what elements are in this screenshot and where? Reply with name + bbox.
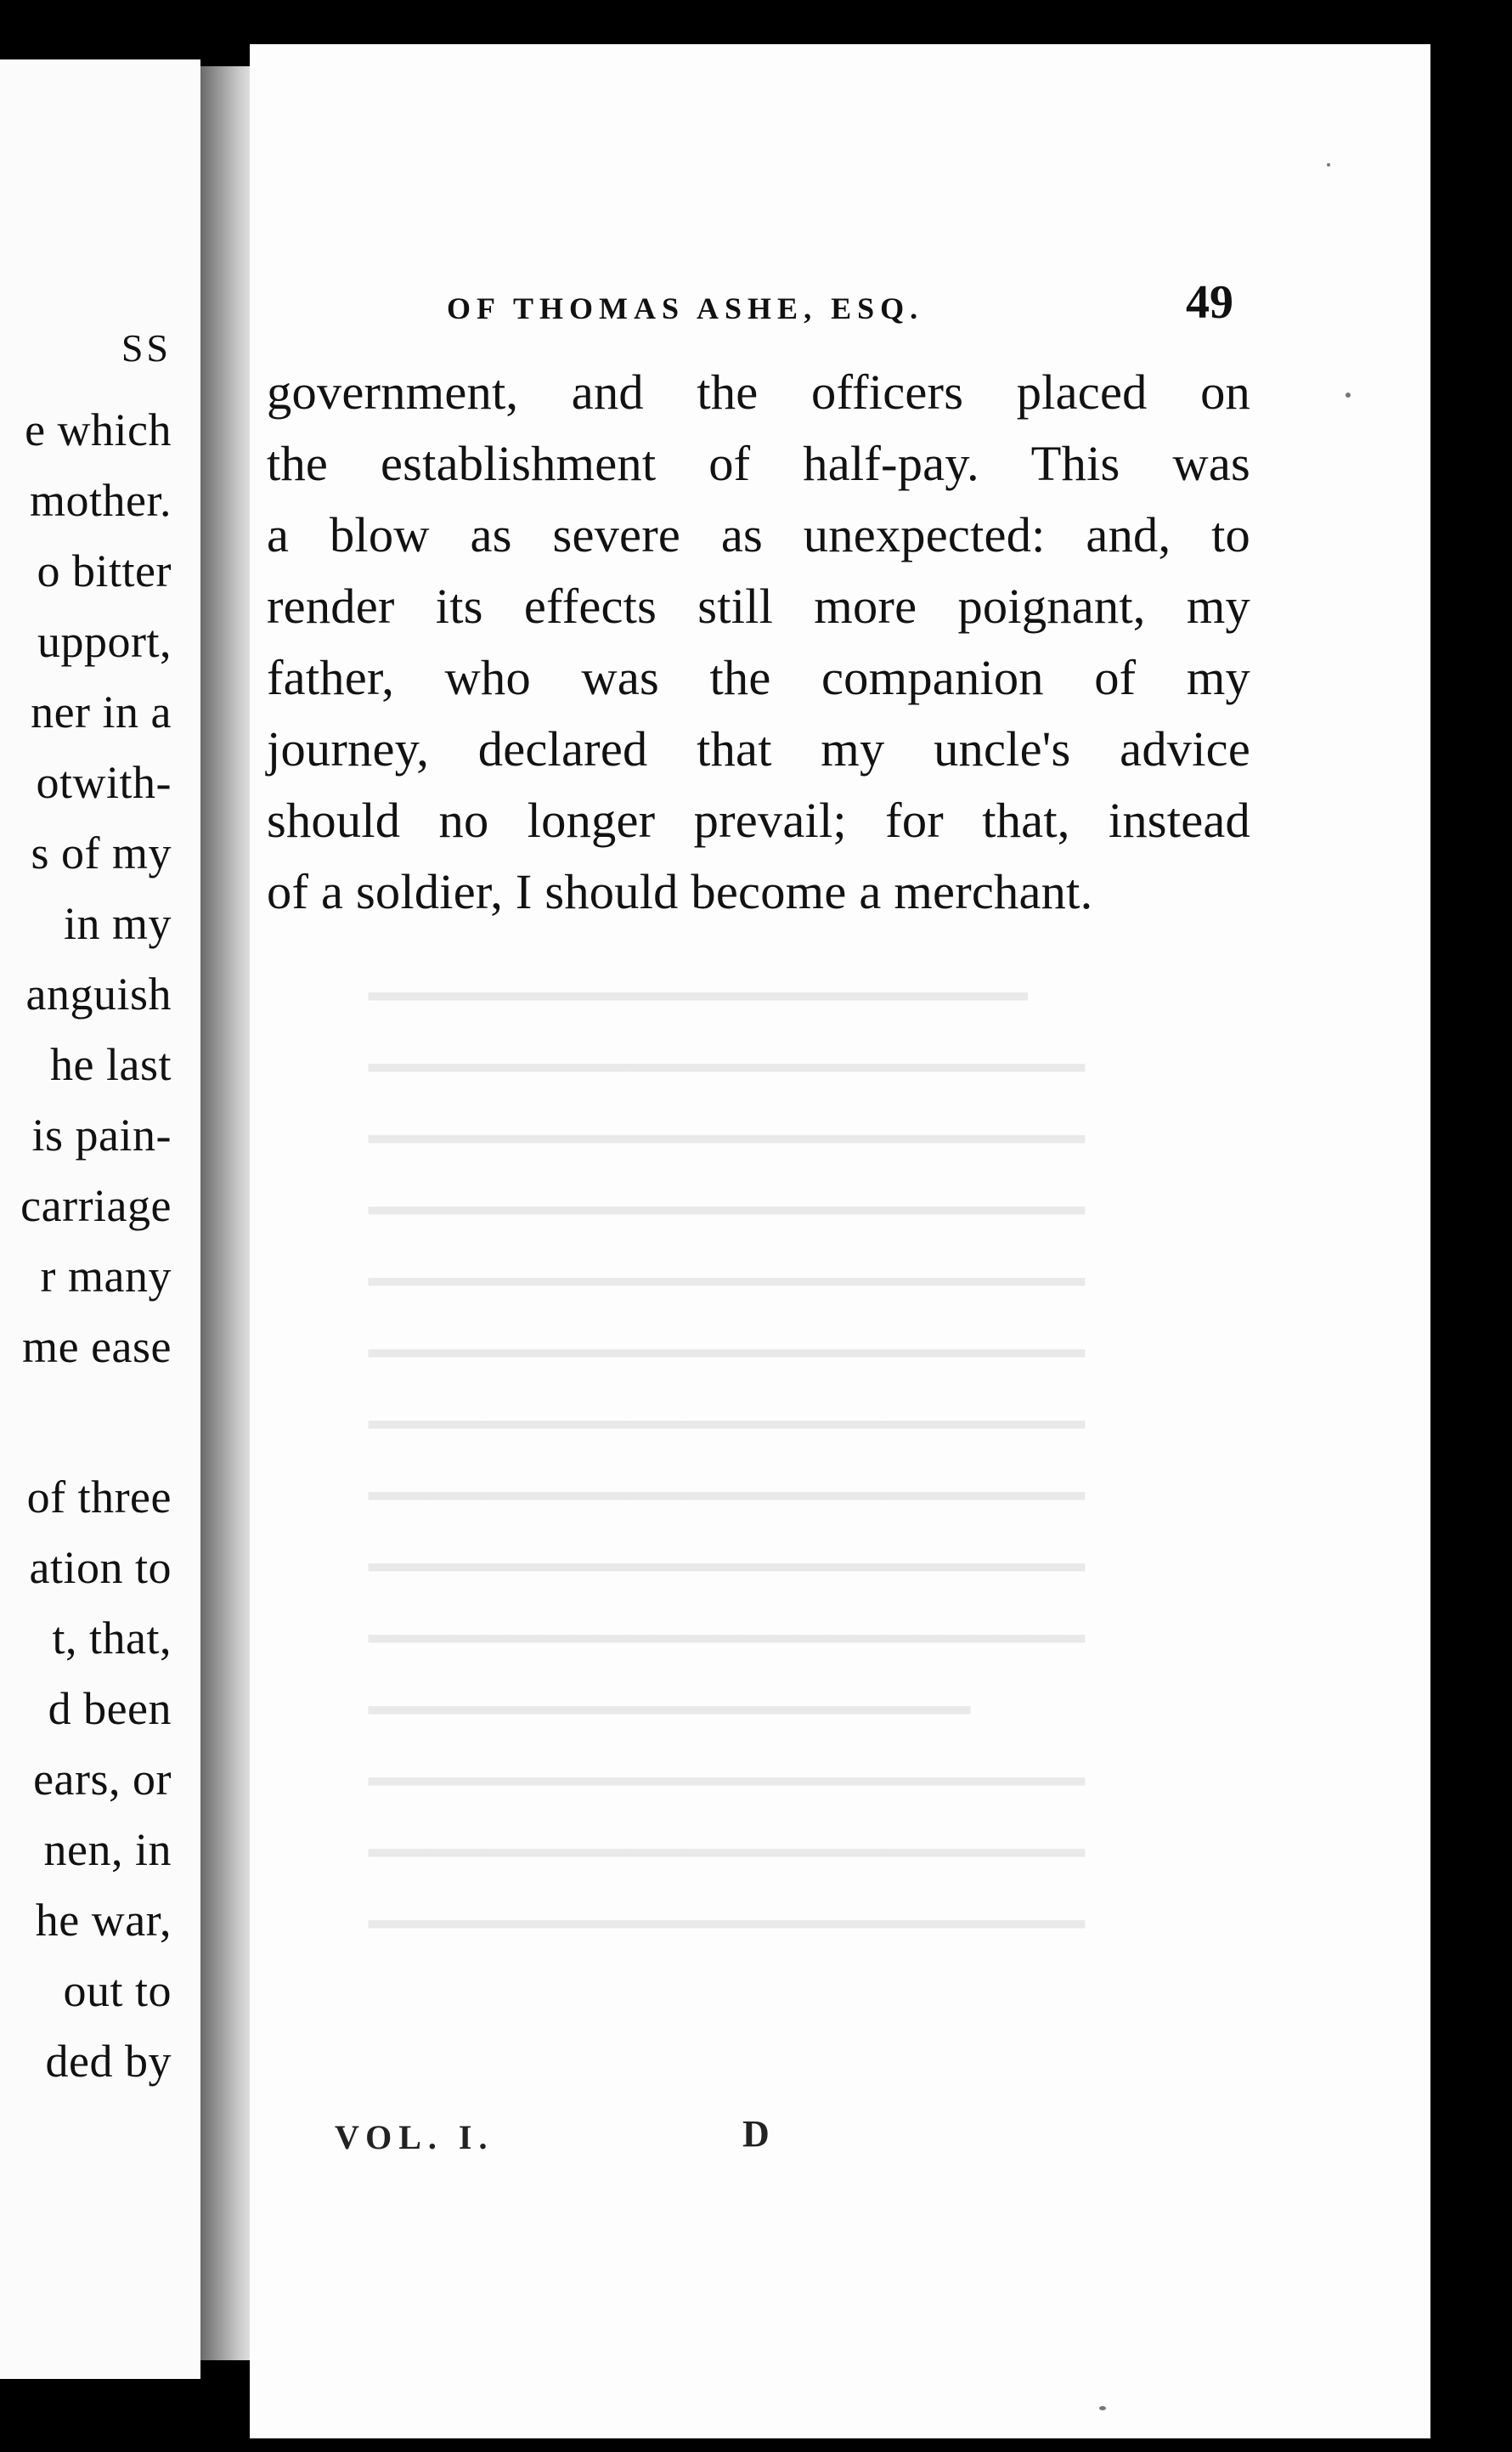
left-page-line: e which — [25, 404, 172, 455]
body-line: the establishment of half-pay. This was — [267, 436, 1250, 491]
page-right — [250, 44, 1430, 2438]
page-number: 49 — [1186, 276, 1233, 329]
left-page-line: carriage — [20, 1180, 172, 1231]
body-line: of a soldier, I should become a merchant. — [267, 864, 1093, 919]
paper-speck — [1346, 393, 1351, 398]
left-page-line: upport, — [37, 616, 172, 667]
body-line: father, who was the companion of my — [267, 650, 1250, 705]
body-line: render its effects still more poignant, my — [267, 579, 1250, 634]
left-page-line: nen, in — [43, 1824, 172, 1875]
book-gutter — [200, 66, 255, 2360]
gathering-mark: D — [742, 2113, 770, 2155]
paper-speck — [1327, 163, 1330, 167]
facing-page-left — [0, 59, 200, 2379]
running-head: OF THOMAS ASHE, ESQ. — [447, 291, 924, 325]
left-page-line: t, that, — [52, 1613, 172, 1664]
left-page-line: of three — [26, 1472, 172, 1523]
left-page-line: he war, — [35, 1895, 172, 1946]
left-page-line: ner in a — [31, 686, 172, 737]
left-page-line: ded by — [45, 2036, 172, 2087]
left-page-line: r many — [40, 1251, 172, 1302]
body-line: government, and the officers placed on — [267, 364, 1250, 420]
left-page-line: anguish — [25, 969, 172, 1020]
body-line: a blow as severe as unexpected: and, to — [267, 507, 1250, 562]
left-page-line: otwith- — [36, 757, 172, 808]
left-page-line: mother. — [30, 475, 172, 526]
body-line: journey, declared that my uncle's advice — [267, 721, 1250, 777]
left-page-line: out to — [63, 1965, 172, 2016]
volume-signature: VOL. I. — [335, 2118, 494, 2156]
left-page-line: s of my — [31, 828, 172, 879]
body-line: should no longer prevail; for that, instead — [267, 793, 1250, 848]
body-paragraph — [267, 357, 1250, 928]
left-page-line: SS — [121, 326, 172, 370]
left-page-line: is pain- — [31, 1110, 172, 1161]
left-page-line: me ease — [22, 1321, 172, 1372]
paper-speck — [1099, 2406, 1106, 2410]
left-page-line: in my — [63, 898, 172, 949]
left-page-line: he last — [50, 1039, 172, 1090]
bleed-through-texture: ━━━━━━━━━━━━━━━━━━━━━━━ ━━━━━━━━━━━━━━━━━━━━━━━━━ ━━━━━━━━━━━━━━━━━━━━━━━━━ ━━━━━━━━━━━━━━━━━━━━━━━━━ ━━━━━━━━━━━━━━━━━━━━━━━━━ ━━━━━━━━━━━━━━━━━━━━━━━━━ ━━━━━━━━━━━━━━━━━━━━━━━━━ ━━━━━━━━━━━━━━━━━━━━━━━━━ ━━━━━━━━━━━━━━━━━━━━━━━━━ ━━━━━━━━━━━━━━━━━━━━━━━━━ ━━━━━━━━━━━━━━━━━━━━━ ━━━━━━━━━━━━━━━━━━━━━━━━━ ━━━━━━━━━━━━━━━━━━━━━━━━━ ━━━━━━━━━━━━━━━━━━━━━━━━━ — [369, 971, 1085, 1952]
left-page-line: o bitter — [37, 545, 172, 596]
left-page-line: d been — [48, 1683, 172, 1734]
left-page-line: ation to — [29, 1542, 172, 1593]
left-page-line: ears, or — [33, 1754, 172, 1805]
